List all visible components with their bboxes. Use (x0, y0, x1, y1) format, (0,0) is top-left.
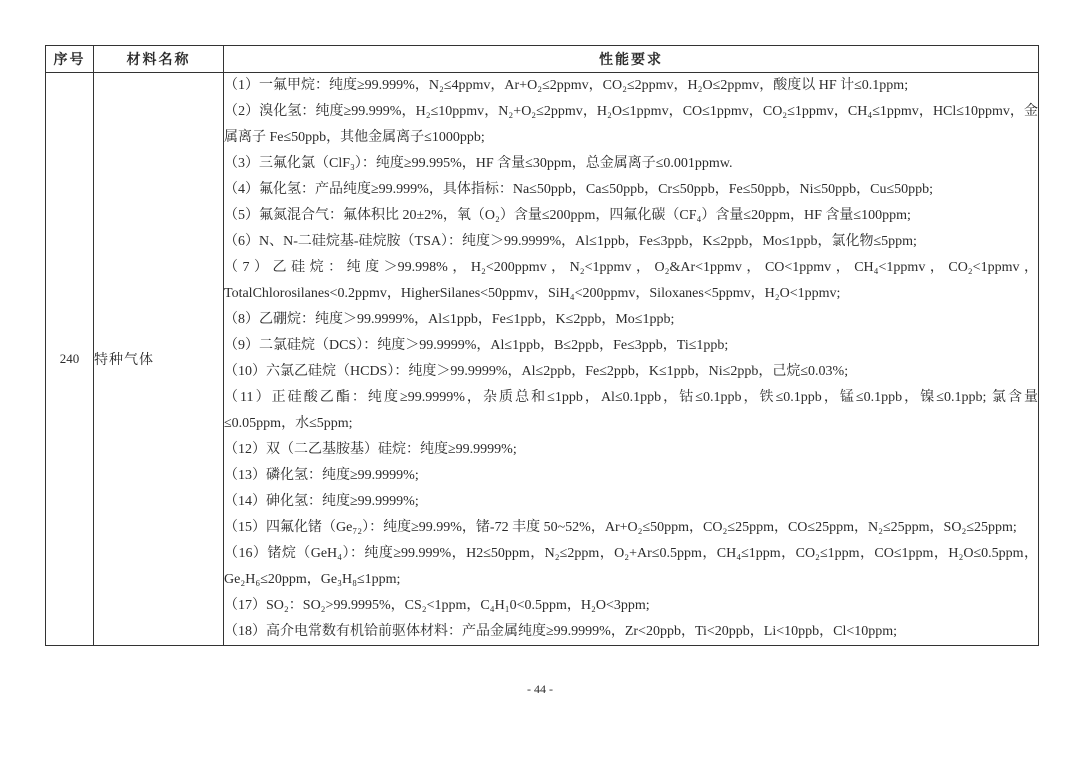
requirement-item: （2）溴化氢：纯度≥99.999%，H₂≤10ppmv，N₂+O₂≤2ppmv，H₂O≤1ppmv，CO≤1ppmv，CO₂≤1ppmv，CH₄≤1ppmv，HCl≤10ppmv，金属离子 Fe≤50ppb，其他金属离子≤1000ppb; (224, 104, 1038, 145)
requirements-cell (224, 73, 1039, 646)
requirements-list (224, 73, 1038, 645)
requirement-item: （6）N、N-二硅烷基-硅烷胺（TSA）：纯度＞99.9999%，Al≤1ppb，Fe≤3ppb，K≤2ppb，Mo≤1ppb，氯化物≤5ppm; (224, 234, 917, 249)
requirement-item: （12）双（二乙基胺基）硅烷：纯度≥99.9999%; (224, 442, 517, 457)
header-cell-requirements: 性能要求 (224, 46, 1039, 73)
page-number: - 44 - (527, 682, 553, 696)
requirement-item: （7）乙硅烷：纯度＞99.998%，H₂<200ppmv，N₂<1ppmv，O₂&Ar<1ppmv，CO<1ppmv，CH₄<1ppmv，CO₂<1ppmv，TotalChlorosilanes<0.2ppmv，HigherSilanes<50ppmv，SiH₄<200ppmv，Siloxanes<5ppmv，H₂O<1ppmv; (224, 260, 1038, 301)
requirement-item: （15）四氟化锗（Ge₇₂）：纯度≥99.99%，锗-72 丰度 50~52%，Ar+O₂≤50ppm，CO₂≤25ppm，CO≤25ppm，N₂≤25ppm，SO₂≤25ppm; (224, 520, 1017, 535)
table-row (46, 73, 1039, 646)
page-footer (0, 682, 1080, 697)
requirement-item: （9）二氯硅烷（DCS）：纯度＞99.9999%，Al≤1ppb，B≤2ppb，Fe≤3ppb，Ti≤1ppb; (224, 338, 729, 353)
requirement-item: （5）氟氮混合气：氟体积比 20±2%，氧（O₂）含量≤200ppm，四氟化碳（CF₄）含量≤20ppm，HF 含量≤100ppm; (224, 208, 911, 223)
materials-table (45, 45, 1039, 646)
requirement-item: （17）SO₂：SO₂>99.9995%，CS₂<1ppm，C₄H₁0<0.5ppm，H₂O<3ppm; (224, 598, 650, 613)
requirement-item: （11）正硅酸乙酯：纯度≥99.9999%，杂质总和≤1ppb，Al≤0.1ppb，钴≤0.1ppb，铁≤0.1ppb，锰≤0.1ppb，镍≤0.1ppb; 氯含量≤0.05ppm，水≤5ppm; (224, 390, 1038, 431)
requirement-item: （3）三氟化氯（ClF₃）：纯度≥99.995%，HF 含量≤30ppm，总金属离子≤0.001ppmw. (224, 156, 733, 171)
requirement-item: （13）磷化氢：纯度≥99.9999%; (224, 468, 419, 483)
header-cell-index: 序号 (46, 46, 94, 73)
requirement-item: （4）氟化氢：产品纯度≥99.999%，具体指标：Na≤50ppb，Ca≤50ppb，Cr≤50ppb，Fe≤50ppb，Ni≤50ppb，Cu≤50ppb; (224, 182, 934, 197)
row-index-cell: 240 (46, 73, 94, 646)
requirement-item: （1）一氟甲烷：纯度≥99.999%，N₂≤4ppmv，Ar+O₂≤2ppmv，CO₂≤2ppmv，H₂O≤2ppmv，酸度以 HF 计≤0.1ppm; (224, 78, 909, 93)
requirement-item: （10）六氯乙硅烷（HCDS）：纯度＞99.9999%，Al≤2ppb，Fe≤2ppb，K≤1ppb，Ni≤2ppb，己烷≤0.03%; (224, 364, 849, 379)
table-header-row (46, 46, 1039, 73)
requirement-item: （18）高介电常数有机铪前驱体材料：产品金属纯度≥99.9999%，Zr<20ppb，Ti<20ppb，Li<10ppb，Cl<10ppm; (224, 624, 898, 639)
requirement-item: （16）锗烷（GeH₄）：纯度≥99.999%，H2≤50ppm，N₂≤2ppm，O₂+Ar≤0.5ppm，CH₄≤1ppm，CO₂≤1ppm，CO≤1ppm，H₂O≤0.5ppm，Ge₂H₆≤20ppm，Ge₃H₈≤1ppm; (224, 546, 1038, 587)
requirement-item: （14）砷化氢：纯度≥99.9999%; (224, 494, 419, 509)
header-cell-material: 材料名称 (94, 46, 224, 73)
requirement-item: （8）乙硼烷：纯度＞99.9999%，Al≤1ppb，Fe≤1ppb，K≤2ppb，Mo≤1ppb; (224, 312, 675, 327)
material-name-cell: 特种气体 (94, 73, 224, 646)
